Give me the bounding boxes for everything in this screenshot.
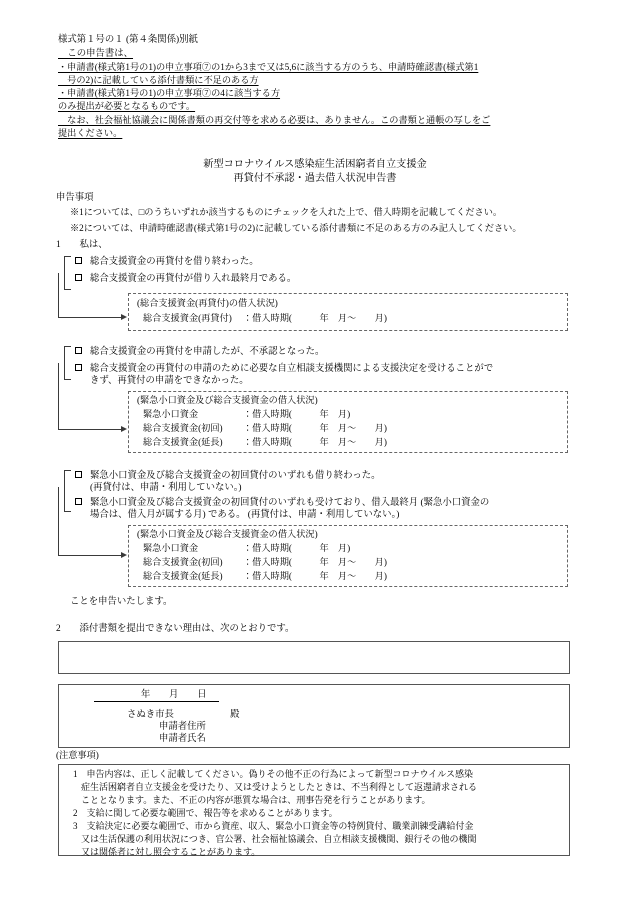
- intro-line-7: 提出ください。: [58, 128, 123, 138]
- section-1-number: 1: [56, 240, 61, 250]
- group-2-connector-vertical: [58, 363, 59, 429]
- checkbox-row-1-1[interactable]: [75, 257, 259, 267]
- notice-line-1: 1 申告内容は、正しく記載してください。偽りその他不正の行為によって新型コロナウイルス感染: [73, 769, 473, 779]
- applicant-name-label: 申請者氏名: [159, 734, 206, 744]
- intro-line-3: 号の2)に記載している添付書類に不足のある方: [58, 75, 259, 85]
- checkbox-3-2[interactable]: [75, 498, 82, 505]
- instruction-note-2: ※2については、申請時確認書(様式第1号の2)に記載している添付書類に不足のある方のみ記入してください。: [70, 223, 522, 233]
- checkbox-row-3-1[interactable]: [75, 471, 381, 481]
- checkbox-label-2-2-cont: きず、再貸付の申請をできなかった。: [90, 376, 249, 386]
- instruction-note-1: ※1については、□のうちいずれか該当するものにチェックを入れた上で、借入時期を記載してください。: [70, 207, 503, 217]
- notice-heading: (注意事項): [56, 750, 99, 760]
- group-3-arrowhead: [121, 552, 127, 558]
- group-1-bracket: [64, 256, 71, 290]
- group-1-arrowhead: [121, 314, 127, 320]
- checkbox-1-2[interactable]: [75, 274, 82, 281]
- notice-line-4: 2 支給に関して必要な範囲で、報告等を求めることがあります。: [73, 808, 338, 818]
- declaration-heading: 申告事項: [56, 193, 94, 203]
- checkbox-2-2[interactable]: [75, 364, 82, 371]
- info-box-2-row-2-value[interactable]: ：借入時期( 年 月～ 月): [243, 437, 387, 447]
- checkbox-label-3-2: 緊急小口資金及び総合支援資金の初回貸付のいずれも受けており、借入最終月 (緊急小口資金の: [90, 498, 490, 508]
- addressee-label: さぬき市長 殿: [127, 710, 240, 720]
- info-box-2: [128, 391, 568, 453]
- date-field[interactable]: 年 月 日: [94, 691, 219, 702]
- info-box-3-row-2-value[interactable]: ：借入時期( 年 月～ 月): [243, 571, 387, 581]
- document-title-line-2: 再貸付不承認・過去借入状況申告書: [233, 173, 397, 184]
- checkbox-1-1[interactable]: [75, 257, 82, 264]
- checkbox-label-2-2: 総合支援資金の再貸付の申請のために必要な自立相談支援機関による支援決定を受けることがで: [90, 364, 494, 374]
- info-box-1-row-0-value[interactable]: ：借入時期( 年 月～ 月): [243, 313, 387, 323]
- info-box-3-row-1-value[interactable]: ：借入時期( 年 月～ 月): [243, 557, 387, 567]
- intro-line-4: ・申請書(様式第1号の1)の申立事項⑦の4に該当する方: [58, 88, 281, 98]
- info-box-3-heading: (緊急小口資金及び総合支援資金の借入状況): [137, 529, 318, 539]
- applicant-address-label: 申請者住所: [159, 722, 206, 732]
- info-box-3-row-2-label: 総合支援資金(延長): [143, 571, 223, 581]
- info-box-3-row-0-label: 緊急小口資金: [143, 543, 199, 553]
- notice-box: [58, 764, 570, 856]
- reason-input-box[interactable]: [58, 641, 570, 674]
- info-box-3-row-0-value[interactable]: ：借入時期( 年 月): [243, 543, 351, 553]
- applicant-name-row[interactable]: [159, 735, 206, 744]
- info-box-2-row-1-value[interactable]: ：借入時期( 年 月～ 月): [243, 423, 387, 433]
- checkbox-label-1-1: 総合支援資金の再貸付を借り終わった。: [90, 257, 259, 267]
- checkbox-3-1[interactable]: [75, 471, 82, 478]
- section-2-label: 添付書類を提出できない理由は、次のとおりです。: [79, 624, 295, 634]
- notice-line-5: 3 支給決定に必要な範囲で、市から資産、収入、緊急小口資金等の特例貸付、職業訓練受講給付金: [73, 821, 474, 831]
- checkbox-row-3-2[interactable]: [75, 498, 489, 508]
- info-box-1: [128, 293, 568, 331]
- info-box-2-heading: (緊急小口資金及び総合支援資金の借入状況): [137, 395, 318, 405]
- notice-line-3: こととなります。また、不正の内容が悪質な場合は、刑事告発を行うことがあります。: [81, 795, 431, 805]
- section-1-closing: ことを申告いたします。: [70, 597, 173, 607]
- intro-line-1: この申告書は、: [58, 49, 134, 59]
- intro-line-5: のみ提出が必要となるものです。: [58, 101, 196, 111]
- group-1-connector-vertical: [58, 273, 59, 317]
- intro-line-2: ・申請書(様式第1号の1)の申立事項⑦の1から3まで又は5,6に該当する方のうち、申請時確認書(様式第1: [58, 62, 479, 72]
- notice-line-2: 症生活困窮者自立支援金を受けたり、又は受けようとしたときは、不当利得として返還請求される: [81, 782, 478, 792]
- info-box-2-row-0-label: 緊急小口資金: [143, 409, 199, 419]
- form-number: 様式第１号の１ (第４条関係)別紙: [58, 35, 198, 45]
- checkbox-row-2-1[interactable]: [75, 347, 324, 357]
- intro-line-6: なお、社会福祉協議会に関係書類の再交付等を求める必要は、ありません。この書類と通帳の写しをご: [58, 115, 491, 125]
- checkbox-label-2-1: 総合支援資金の再貸付を申請したが、不承認となった。: [90, 347, 325, 357]
- group-3-connector-vertical: [58, 487, 59, 555]
- section-1-heading: [56, 241, 108, 250]
- notice-line-7: 又は関係者に対し照会することがあります。: [81, 847, 261, 857]
- group-2-bracket: [64, 346, 71, 380]
- info-box-2-row-2-label: 総合支援資金(延長): [143, 437, 223, 447]
- applicant-address-row[interactable]: [159, 723, 206, 732]
- group-2-connector-horizontal: [58, 429, 121, 430]
- info-box-1-row-0-label: 総合支援資金(再貸付): [143, 313, 232, 323]
- info-box-2-row-1-label: 総合支援資金(初回): [143, 423, 223, 433]
- section-2-heading: [56, 625, 294, 634]
- group-3-bracket: [64, 470, 71, 512]
- signature-box: [58, 684, 570, 748]
- checkbox-row-2-2[interactable]: [75, 364, 493, 374]
- checkbox-row-1-2[interactable]: [75, 274, 296, 284]
- checkbox-2-1[interactable]: [75, 347, 82, 354]
- checkbox-label-3-1: 緊急小口資金及び総合支援資金の初回貸付のいずれも借り終わった。: [90, 471, 381, 481]
- checkbox-label-1-2: 総合支援資金の再貸付が借り入れ最終月である。: [90, 274, 297, 284]
- document-title-line-1: 新型コロナウイルス感染症生活困窮者自立支援金: [203, 159, 427, 170]
- group-3-connector-horizontal: [58, 555, 121, 556]
- group-2-arrowhead: [121, 426, 127, 432]
- notice-line-6: 又は生活保護の利用状況につき、官公署、社会福祉協議会、自立相談支援機関、銀行その他の機関: [81, 834, 477, 844]
- info-box-2-row-0-value[interactable]: ：借入時期( 年 月): [243, 409, 351, 419]
- info-box-3-row-1-label: 総合支援資金(初回): [143, 557, 223, 567]
- section-1-lead: 私は、: [79, 240, 108, 250]
- section-2-number: 2: [56, 624, 61, 634]
- checkbox-label-3-2-cont: 場合は、借入月が属する月) である。 (再貸付は、申請・利用していない。): [90, 510, 400, 520]
- info-box-3: [128, 525, 568, 587]
- info-box-1-heading: (総合支援資金(再貸付)の借入状況): [137, 298, 278, 308]
- checkbox-label-3-1-cont: (再貸付は、申請・利用していない。): [90, 483, 242, 493]
- group-1-connector-horizontal: [58, 317, 121, 318]
